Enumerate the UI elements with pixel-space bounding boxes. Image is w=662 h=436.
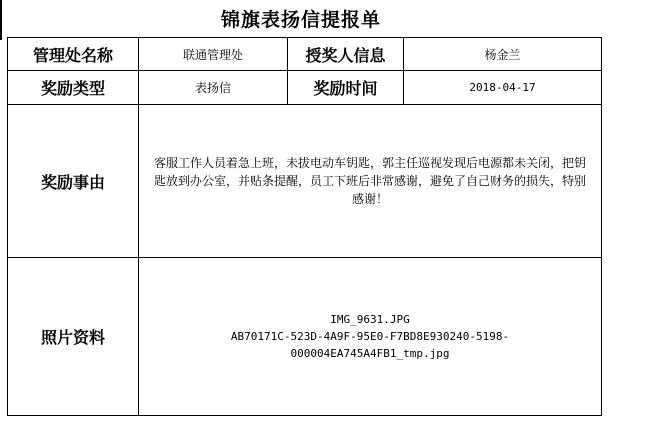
row-photo (8, 258, 602, 416)
form-title: 锦旗表扬信提报单 (220, 9, 381, 31)
mgmt-label-cell[interactable]: 管理处名称 (8, 38, 139, 71)
photo-filename-line-2: AB70171C-523D-4A9F-95E0-F7BD8E930240-5198- (230, 330, 510, 343)
mgmt-value-cell[interactable]: 联通管理处 (139, 38, 288, 71)
reason-value-cell[interactable]: 客服工作人员着急上班，未拔电动车钥匙，郭主任巡视发现后电源都未关闭，把钥匙放到办公室，并贴条提醒，员工下班后非常感谢，避免了自己财务的损失，特别感谢！ (139, 105, 602, 258)
type-label-cell[interactable]: 奖励类型 (8, 71, 139, 105)
photo-value-cell[interactable] (139, 258, 602, 416)
photo-filename-line-1: IMG_9631.JPG (330, 313, 410, 326)
time-label-cell[interactable]: 奖励时间 (288, 71, 404, 105)
photo-filename-line-3: 000004EA745A4FB1_tmp.jpg (290, 347, 450, 360)
row-type-time (8, 71, 602, 105)
recipient-label-cell[interactable]: 授奖人信息 (288, 38, 404, 71)
recipient-value-cell[interactable]: 杨金兰 (404, 38, 602, 71)
reason-label-cell[interactable]: 奖励事由 (8, 105, 139, 258)
row-management (8, 38, 602, 71)
time-value-cell[interactable]: 2018-04-17 (404, 71, 602, 105)
photo-label-cell[interactable]: 照片资料 (8, 258, 139, 416)
award-form-table (7, 37, 602, 416)
type-value-cell[interactable]: 表扬信 (139, 71, 288, 105)
row-reason (8, 105, 602, 258)
